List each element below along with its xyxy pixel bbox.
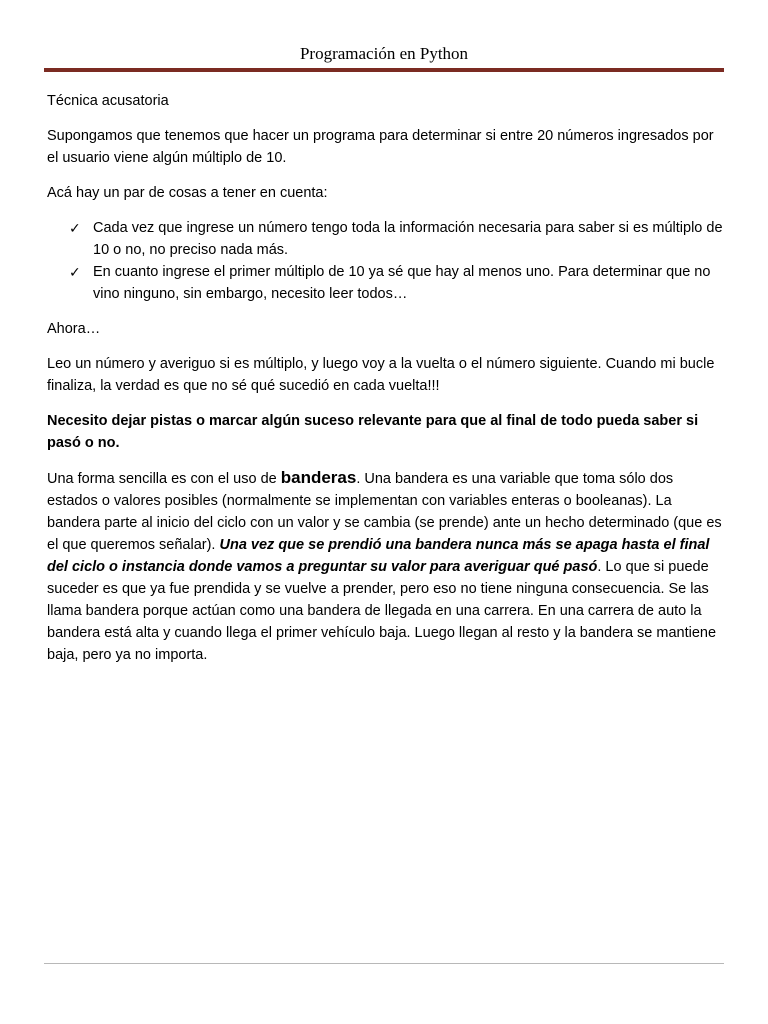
list-item-text: Cada vez que ingrese un número tengo toda la información necesaria para saber si es múltiplo de 10 o no, no preciso nada más. (93, 220, 723, 258)
paragraph-considerations: Acá hay un par de cosas a tener en cuenta: (47, 185, 328, 201)
list-item (47, 217, 727, 261)
paragraph-banderas (47, 467, 727, 666)
checklist (47, 217, 727, 305)
banderas-text-part1: Una forma sencilla es con el uso de (47, 471, 281, 487)
banderas-keyword: banderas (280, 468, 357, 487)
checkmark-icon: ✓ (69, 264, 81, 280)
list-item (47, 261, 727, 305)
page-title: Programación en Python (299, 44, 469, 63)
document-body (47, 90, 727, 679)
header-divider (44, 68, 724, 72)
banderas-text-part3: . Lo que si puede suceder es que ya fue prendida y se vuelve a prender, pero eso no tiene ninguna consecuencia. Se las llama bandera porque actúan como una bandera de llegada en una carrera. En una carrera de auto la bandera está alta y cuando llega el primer vehículo baja. Luego llegan al resto y la bandera se mantiene baja, pero ya no importa. (47, 559, 717, 663)
paragraph-ahora: Ahora… (47, 321, 101, 337)
paragraph-intro: Supongamos que tenemos que hacer un programa para determinar si entre 20 números ingresados por el usuario viene algún múltiplo de 10. (47, 128, 714, 166)
paragraph-loop: Leo un número y averiguo si es múltiplo, y luego voy a la vuelta o el número siguiente. Cuando mi bucle finaliza, la verdad es que no sé qué sucedió en cada vuelta!!! (47, 356, 715, 394)
banderas-text-part2: . Una bandera es una variable que toma sólo dos estados o valores posibles (normalmente se implementan con variables enteras o booleanas). La bandera parte al inicio del ciclo con un valor y se cambia (se prende) ante un hecho determinado (que es el que queremos señalar). (47, 471, 722, 553)
checkmark-icon: ✓ (69, 220, 81, 236)
paragraph-key-idea: Necesito dejar pistas o marcar algún suceso relevante para que al final de todo pueda saber si pasó o no. (47, 413, 699, 451)
banderas-emphasis: Una vez que se prendió una bandera nunca más se apaga hasta el final del ciclo o instancia donde vamos a preguntar su valor para averiguar qué pasó (47, 537, 710, 575)
footer-divider (44, 963, 724, 964)
section-title: Técnica acusatoria (47, 93, 169, 109)
list-item-text: En cuanto ingrese el primer múltiplo de 10 ya sé que hay al menos uno. Para determinar que no vino ninguno, sin embargo, necesito leer todos… (93, 264, 711, 302)
